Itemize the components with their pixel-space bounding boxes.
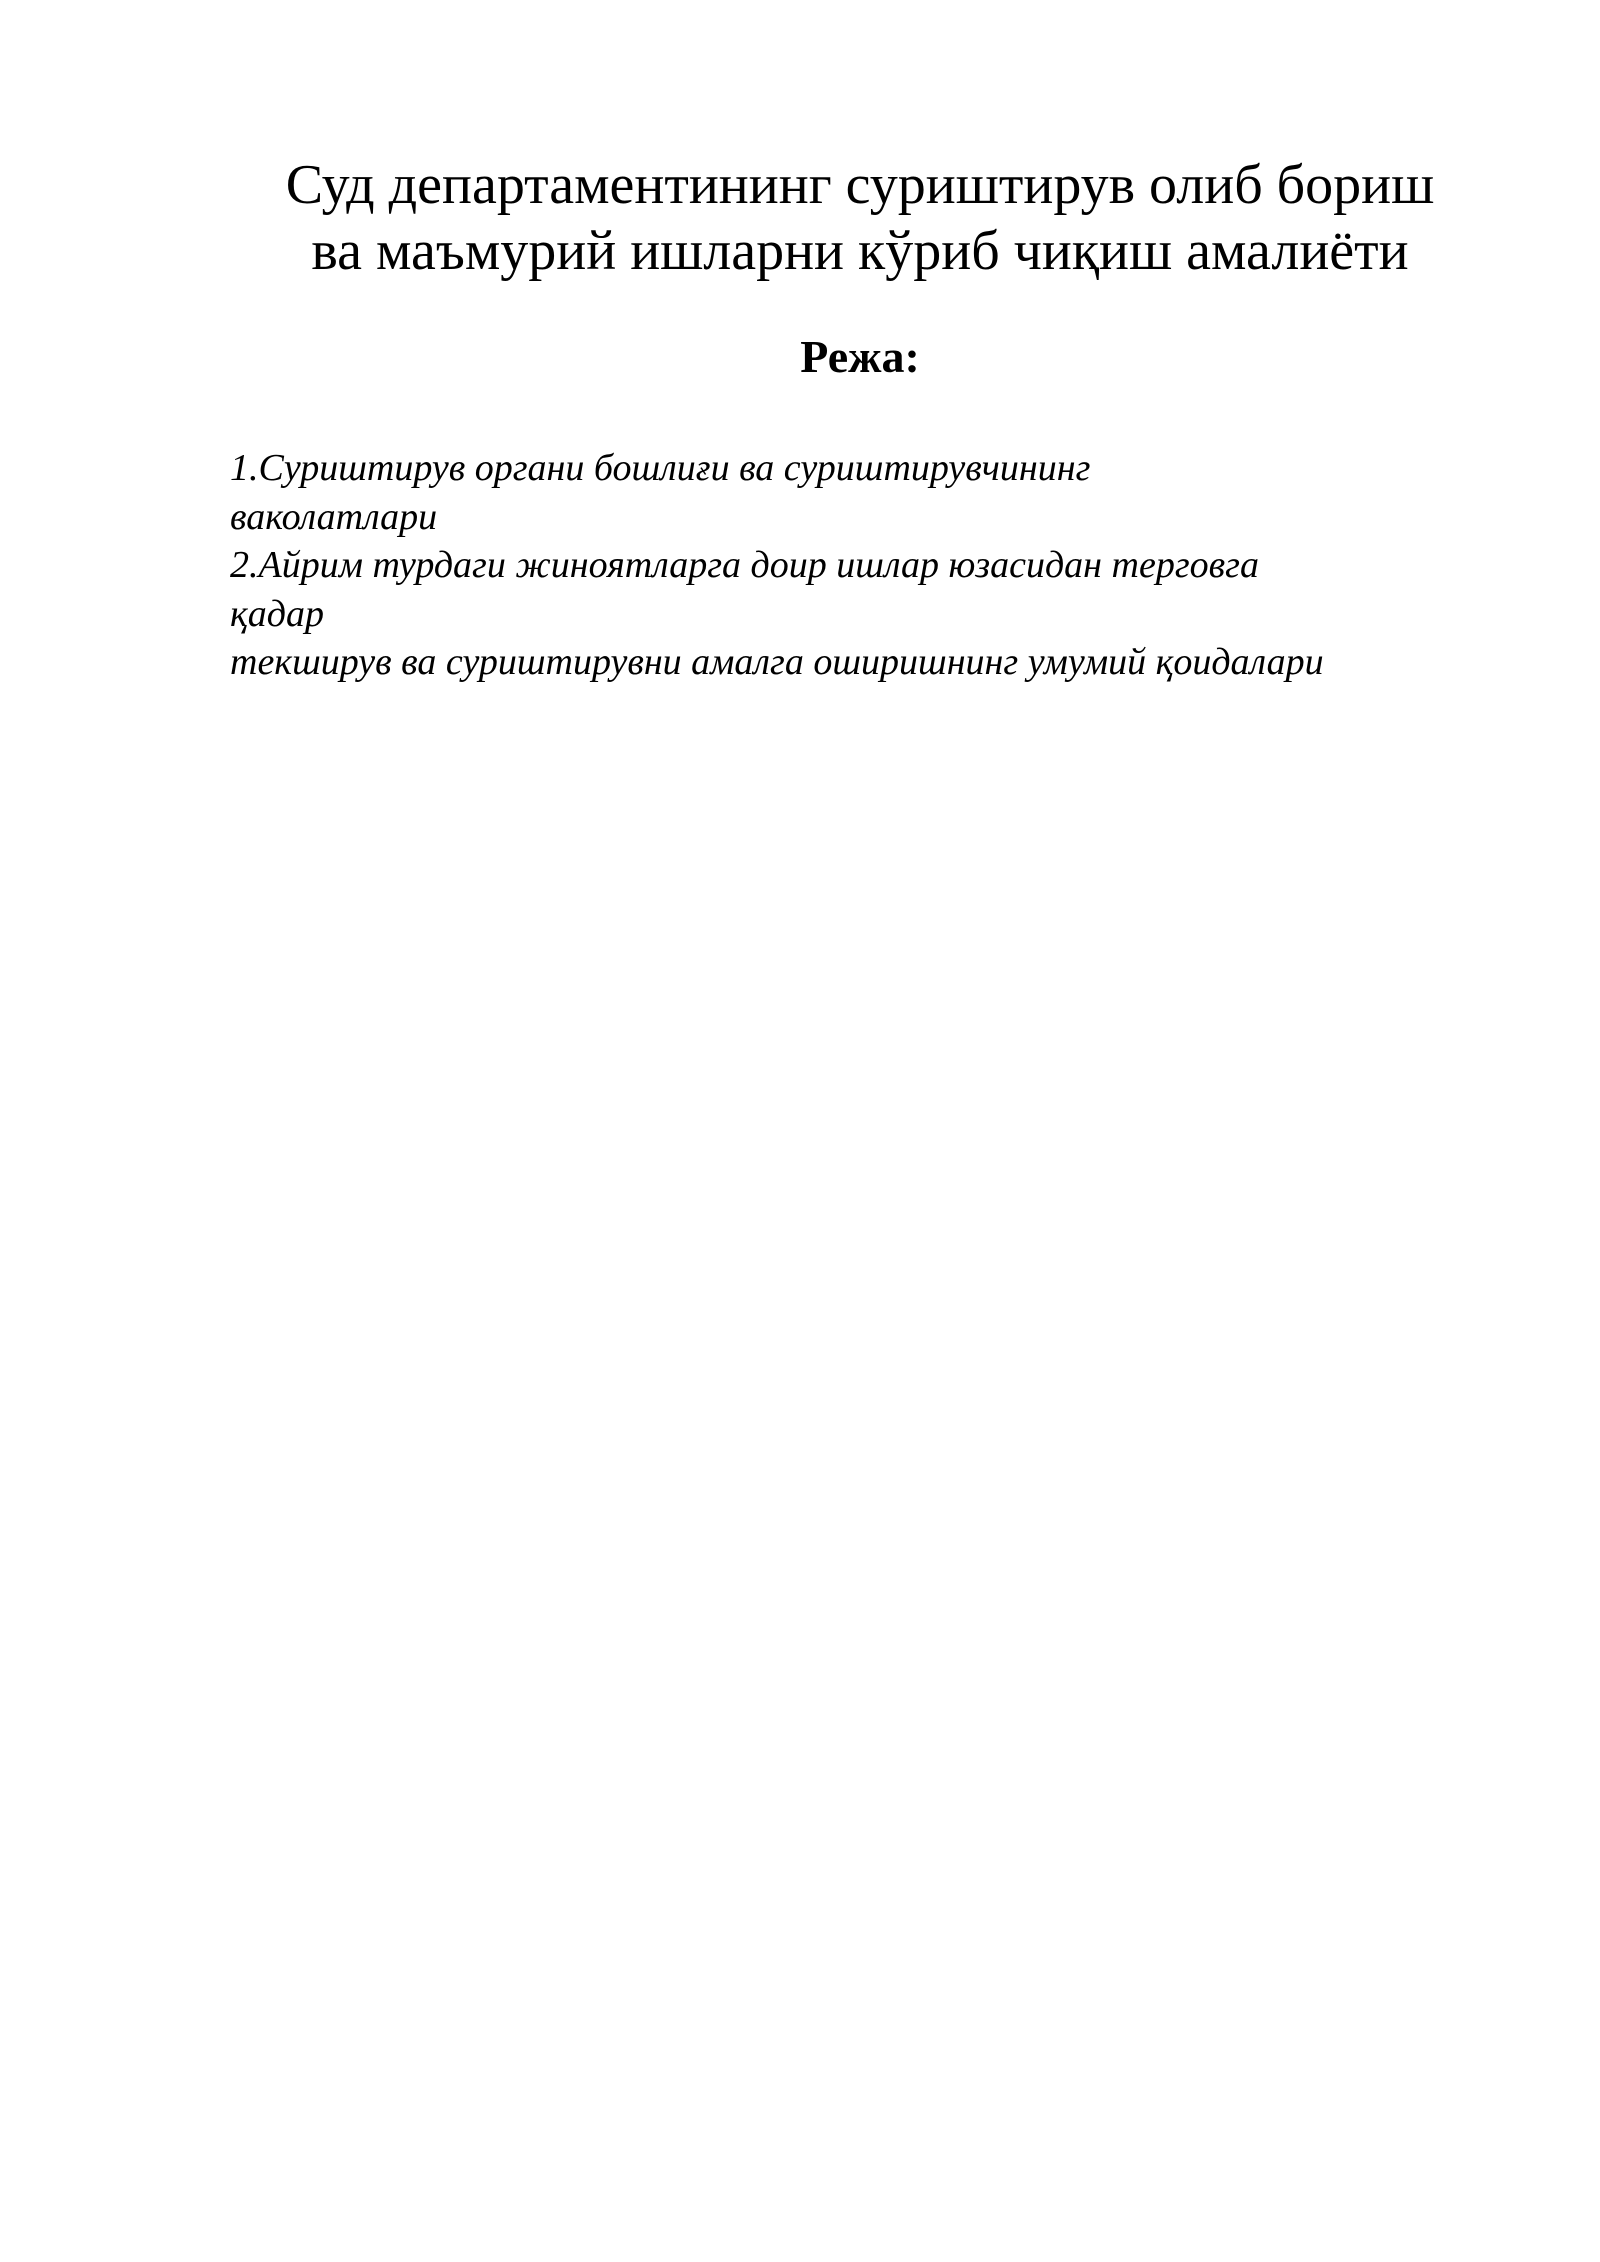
plan-line-5: текширув ва суриштирувни амалга оширишнинг умумий қоидалари [230, 641, 1324, 683]
plan-line-4: қадар [230, 592, 324, 635]
plan-line-1: 1.Суриштирув органи бошлиғи ва суриштирувчининг [230, 447, 1091, 489]
plan-line-2: ваколатлари [230, 495, 438, 538]
document-title [160, 152, 1560, 284]
plan-heading: Режа: [800, 331, 920, 382]
title-line-1: Суд департаментининг суриштирув олиб бориш [285, 154, 1435, 216]
plan-line-3: 2.Айрим турдаги жиноятларга доир ишлар юзасидан терговга [230, 544, 1259, 586]
plan-list [230, 444, 1560, 687]
title-line-2: ва маъмурий ишларни кўриб чиқиш амалиёти [311, 220, 1409, 282]
